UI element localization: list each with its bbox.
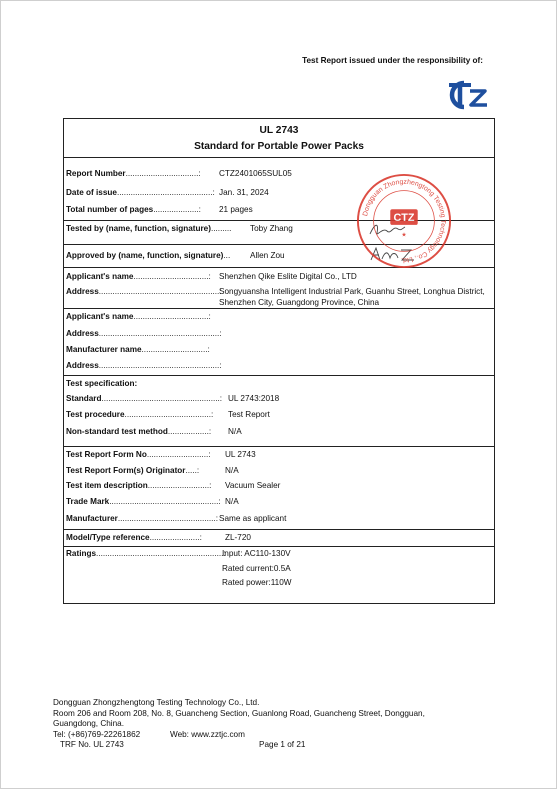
total-pages-label: Total number of pages bbox=[66, 205, 154, 214]
report-summary-box: UL 2743 Standard for Portable Power Packs Report Number................................: CTZ2401065SUL05 Date of issue..........................................: Jan. 31, 2024 Total number of pages....................: 21 pages Tested by (name, function, signature)......... Toby Zhang Approved by (name, function, signature)... Allen Zou Applicant's name.................................: Shenzhen Qike Eslite Digital Co., LTD Address.....................................................: Songyuansha Intelligent Industrial Park, Guanhu Street, Longhua District, Shenzhen City, Guangdong Province, China Applicant's name.................................: Address.....................................................: Manufacturer name.............................: Address.....................................................: Test specification: Standard....................................................: UL 2743:2018 Test procedure......................................: Test Report Non-standard test method..................: N/A Test Report Form No...........................: UL 2743 Test Report Form(s) Originator.....: N/A Test item description...........................: Vacuum Sealer Trade Mark................................................: N/A Manufacturer...........................................: Same as applicant Model/Type reference......................: ZL-720 Ratings........................................................: Input: AC110-130V Rated current:0.5A Rated power:110W bbox=[63, 118, 495, 604]
tested-by-label: Tested by (name, function, signature) bbox=[66, 224, 211, 233]
manufacturer-name-label: Manufacturer name bbox=[66, 345, 142, 354]
ratings-input-value: Input: AC110-130V bbox=[222, 549, 291, 558]
company-seal-stamp bbox=[355, 172, 453, 270]
date-of-issue-label: Date of issue bbox=[66, 188, 117, 197]
footer-page-number: Page 1 of 21 bbox=[259, 740, 306, 749]
trade-mark-label: Trade Mark bbox=[66, 497, 110, 506]
divider bbox=[64, 446, 494, 447]
footer-tel: Tel: (+86)769-22261862 bbox=[53, 730, 141, 739]
footer-trf-no: TRF No. UL 2743 bbox=[60, 740, 124, 749]
report-number-label: Report Number bbox=[66, 169, 126, 178]
test-item-label: Test item description bbox=[66, 481, 148, 490]
divider bbox=[64, 375, 494, 376]
divider bbox=[64, 546, 494, 547]
trf-originator-value: N/A bbox=[225, 466, 239, 475]
total-pages-value: 21 pages bbox=[219, 205, 253, 214]
standard-label: Standard bbox=[66, 394, 102, 403]
ratings-current-value: Rated current:0.5A bbox=[222, 564, 291, 573]
divider bbox=[64, 529, 494, 530]
footer-address-line1: Room 206 and Room 208, No. 8, Guancheng Section, Guanlong Road, Guancheng Street, Dongguan, bbox=[53, 709, 425, 718]
non-standard-label: Non-standard test method bbox=[66, 427, 168, 436]
responsibility-note: Test Report issued under the responsibility of: bbox=[302, 56, 483, 65]
model-type-value: ZL-720 bbox=[225, 533, 251, 542]
tested-by-value: Toby Zhang bbox=[250, 224, 293, 233]
ratings-label: Ratings bbox=[66, 549, 97, 558]
address-label: Address bbox=[66, 287, 99, 296]
manufacturer-label: Manufacturer bbox=[66, 514, 118, 523]
divider bbox=[64, 308, 494, 309]
address-2-label: Address bbox=[66, 329, 99, 338]
standard-value: UL 2743:2018 bbox=[228, 394, 280, 403]
manufacturer-value: Same as applicant bbox=[219, 514, 287, 523]
test-specification-label: Test specification: bbox=[66, 379, 138, 388]
non-standard-value: N/A bbox=[228, 427, 242, 436]
ctz-logo bbox=[440, 80, 492, 110]
trade-mark-value: N/A bbox=[225, 497, 239, 506]
test-item-value: Vacuum Sealer bbox=[225, 481, 281, 490]
footer-address-line2: Guangdong, China. bbox=[53, 719, 125, 728]
test-procedure-label: Test procedure bbox=[66, 410, 125, 419]
applicant-name-value: Shenzhen Qike Eslite Digital Co., LTD bbox=[219, 272, 357, 281]
standard-subtitle: Standard for Portable Power Packs bbox=[194, 141, 364, 152]
applicant-name-label: Applicant's name bbox=[66, 272, 134, 281]
footer-web: Web: www.zztjc.com bbox=[170, 730, 245, 739]
trf-no-label: Test Report Form No bbox=[66, 450, 147, 459]
svg-text:Dongguan Zhongzhengtong Testin: Dongguan Zhongzhengtong Testing Technology Co., Ltd. bbox=[362, 178, 447, 264]
footer-company: Dongguan Zhongzhengtong Testing Technology Co., Ltd. bbox=[53, 698, 260, 707]
model-type-label: Model/Type reference bbox=[66, 533, 150, 542]
approved-by-label: Approved by (name, function, signature) bbox=[66, 251, 224, 260]
report-number-value: CTZ2401065SUL05 bbox=[219, 169, 292, 178]
applicant-name-2-label: Applicant's name bbox=[66, 312, 134, 321]
test-procedure-value: Test Report bbox=[228, 410, 270, 419]
ratings-power-value: Rated power:110W bbox=[222, 578, 292, 587]
trf-originator-label: Test Report Form(s) Originator bbox=[66, 466, 186, 475]
address-value: Songyuansha Intelligent Industrial Park, Guanhu Street, Longhua District, Shenzhen City, Guangdong Province, China bbox=[219, 287, 485, 307]
standard-title: UL 2743 bbox=[259, 125, 299, 136]
date-of-issue-value: Jan. 31, 2024 bbox=[219, 188, 269, 197]
svg-text:★: ★ bbox=[401, 232, 407, 239]
approved-by-value: Allen Zou bbox=[250, 251, 285, 260]
address-3-label: Address bbox=[66, 361, 99, 370]
svg-text:CTZ: CTZ bbox=[393, 212, 415, 224]
trf-no-value: UL 2743 bbox=[225, 450, 256, 459]
report-header bbox=[64, 119, 494, 158]
